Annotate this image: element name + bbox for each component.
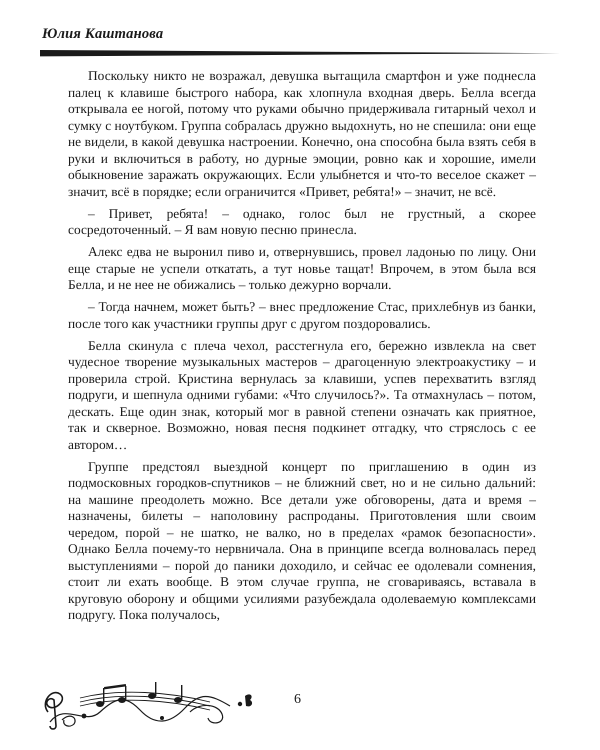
running-header: [40, 26, 560, 66]
author-name: Юлия Каштанова: [42, 26, 164, 42]
page-number: 6: [294, 692, 301, 707]
music-note-ornament-icon: [40, 682, 270, 732]
paragraph: Белла скинула с плеча чехол, расстегнула его, бережно извлекла на свет чудесное творение музыкальных мастеров – драгоценную электроакустику – и проверила строй. Кристина вернулась за клавиши, успев перехватить взгляд подруги, и шепнула одними губами: «Что случилось?». Та отмахнулась – потом, дескать. Еще один знак, который мог в равной степени означать как приятное, так и скверное. Возможно, новая песня подкинет отгадку, что стряслось с ее автором…: [68, 337, 536, 452]
header-rule: [40, 50, 560, 58]
body-text: [68, 68, 536, 624]
paragraph: Группе предстоял выездной концерт по приглашению в один из подмосковных городков-спутников – не ближний свет, но и не сильно дальний: на машине преодолеть можно. Все детали уже обговорены, дата и время – назначены, билеты – наполовину распроданы. Приготовления шли своим чередом, порой – не шатко, не валко, но в пределах «рамок безопасности». Однако Белла почему-то нервничала. Она в принципе всегда волновалась перед выступлениями – порой до паники доходило, и сейчас ее одолевали сомнения, стоит ли ехать вообще. В этом случае группа, не сговариваясь, вставала в круговую оборону и общими усилиями разубеждала одолеваемую комплексами подругу. Пока получалось,: [68, 458, 536, 622]
paragraph: – Привет, ребята! – однако, голос был не грустный, а скорее сосредоточенный. – Я вам новую песню принесла.: [68, 205, 536, 237]
paragraph: Поскольку никто не возражал, девушка вытащила смартфон и уже поднесла палец к клавише быстрого набора, как хлопнула входная дверь. Белла всегда открывала ее ногой, потому что руками обычно придерживала гитарный чехол и сумку с ноутбуком. Группа собралась дружно выдохнуть, но не спешила: они еще не видели, в какой девушка настроении. Конечно, она способна была взять себя в руки и включиться в работу, но дурные эмоции, ровно как и хорошие, имели обыкновение заражать окружающих. Если улыбнется и что-то веселое скажет – значит, всё в порядке; если ограничится «Привет, ребята!» – значит, не всё.: [68, 68, 536, 199]
paragraph: Алекс едва не выронил пиво и, отвернувшись, провел ладонью по лицу. Они еще старые не успели откатать, а тут новье тащат! Впрочем, в этом была вся Белла, и не нее не обижались – только дежурно ворчали.: [68, 244, 536, 292]
page-footer: [40, 682, 560, 732]
paragraph: – Тогда начнем, может быть? – внес предложение Стас, прихлебнув из банки, после того как участники группы друг с другом поздоровались.: [68, 299, 536, 331]
